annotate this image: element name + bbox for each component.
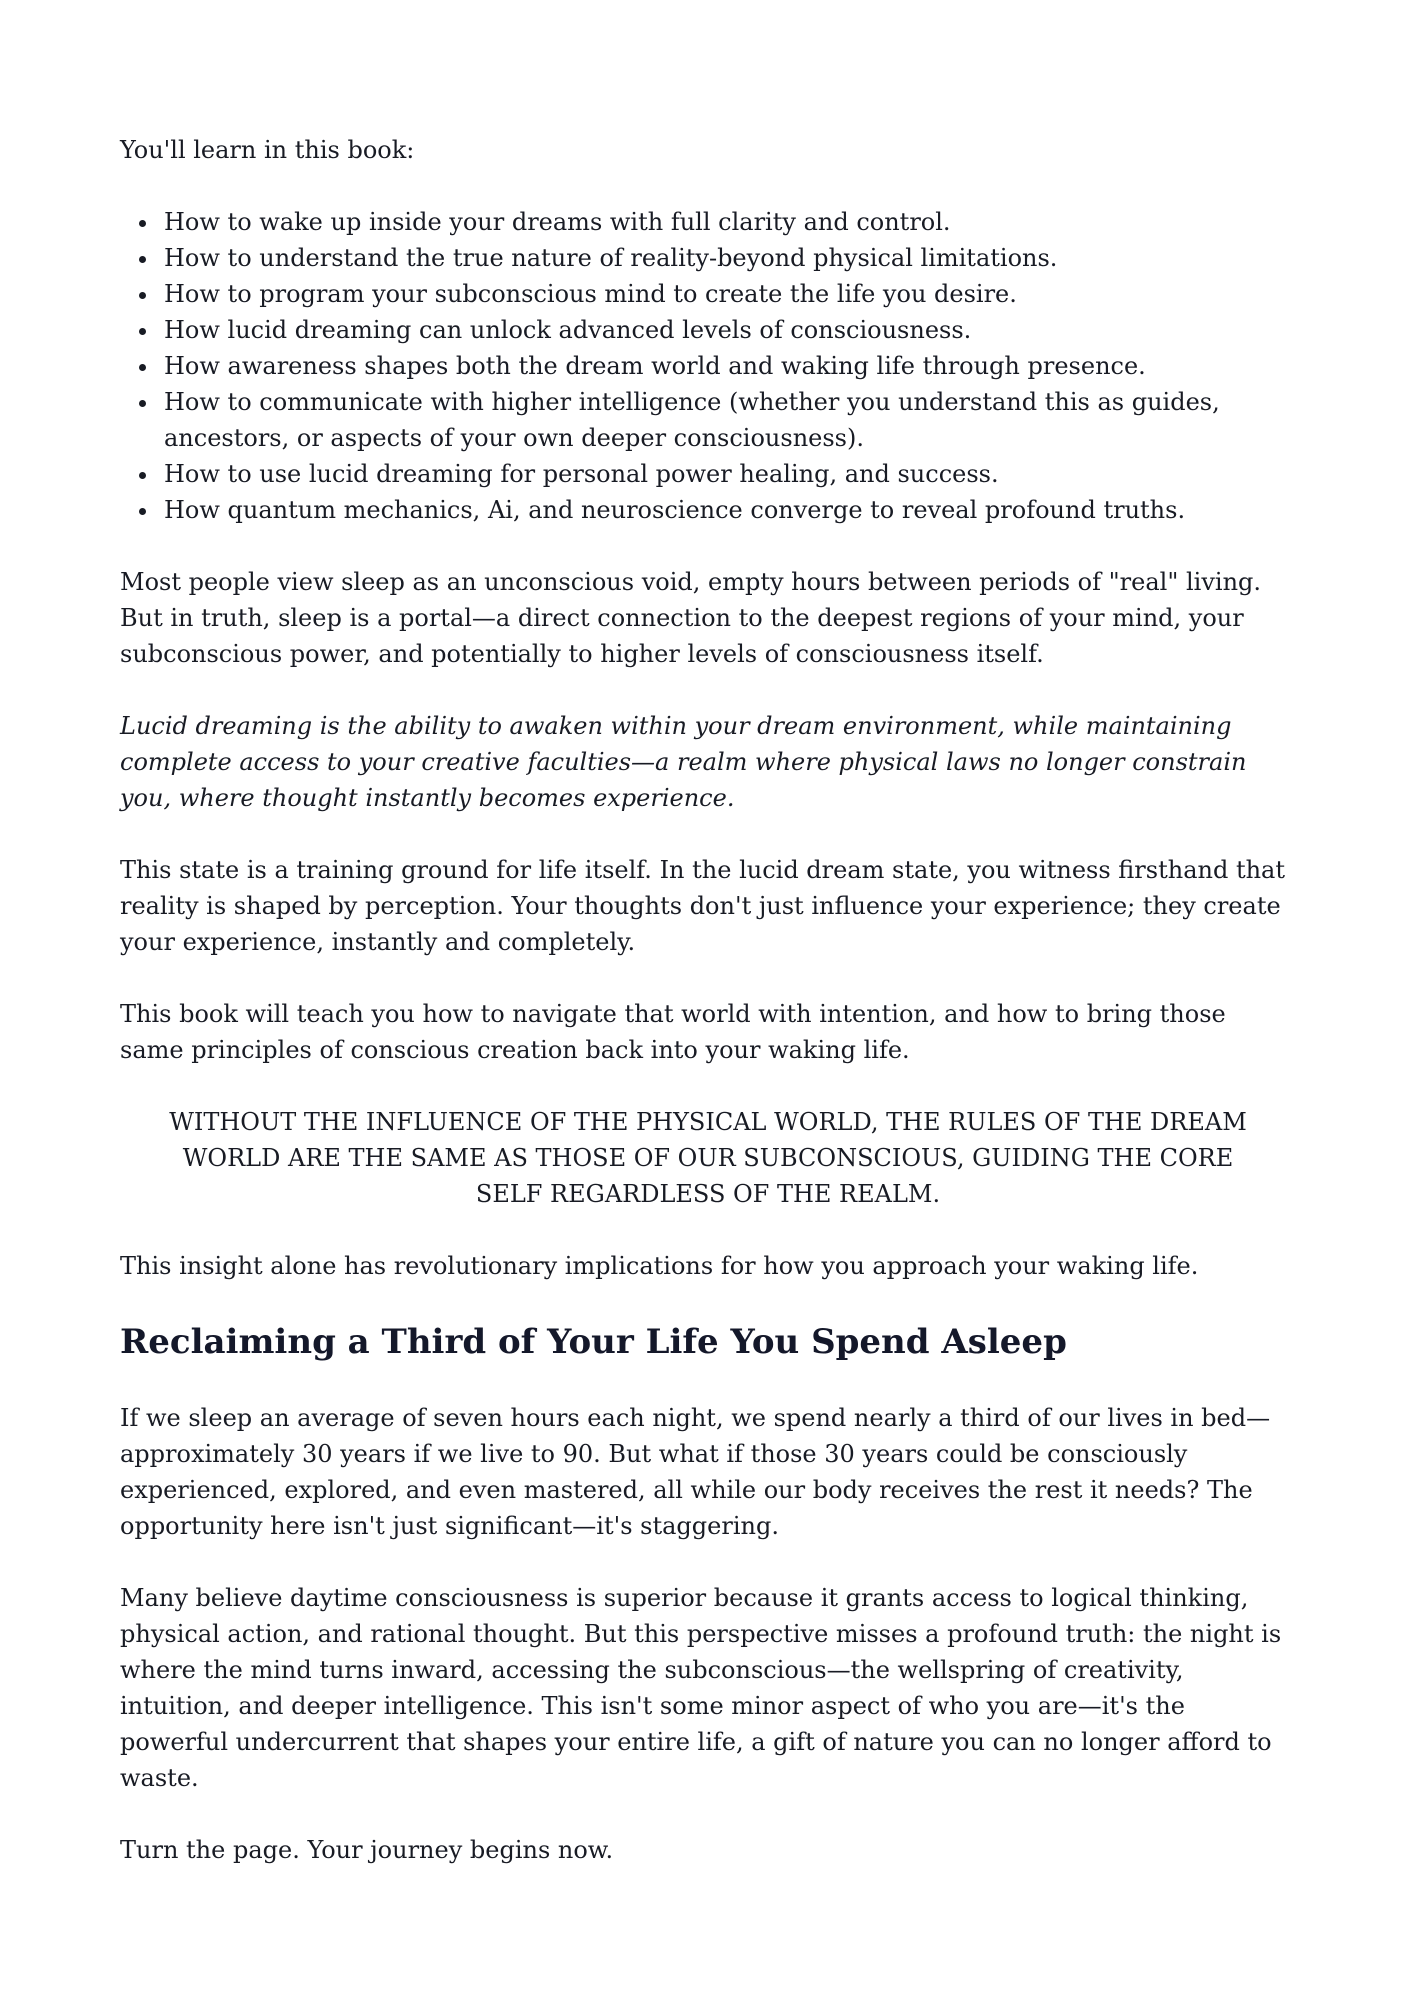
paragraph-lucid-definition: Lucid dreaming is the ability to awaken within your dream environment, while maintaining complete access to your creative faculties—a realm where physical laws no longer constrain you, where thought instantly becomes experience. (120, 712, 1247, 812)
intro-paragraph: You'll learn in this book: (120, 136, 415, 164)
section-heading: Reclaiming a Third of Your Life You Spend Asleep (120, 1322, 1067, 1362)
list-item: • How quantum mechanics, Ai, and neuroscience converge to reveal profound truths. (160, 492, 1296, 528)
list-item: • How awareness shapes both the dream world and waking life through presence. (160, 348, 1296, 384)
list-item: • How to program your subconscious mind to create the life you desire. (160, 276, 1296, 312)
paragraph-daytime: Many believe daytime consciousness is superior because it grants access to logical thinking, physical action, and rational thought. But this perspective misses a profound truth: the night is where the mind turns inward, accessing the subconscious—the wellspring of creativity, intuition, and deeper intelligence. This isn't some minor aspect of who you are—it's the powerful undercurrent that shapes your entire life, a gift of nature you can no longer afford to waste. (120, 1584, 1282, 1792)
paragraph-closing: Turn the page. Your journey begins now. (120, 1836, 614, 1864)
caps-quote: WITHOUT THE INFLUENCE OF THE PHYSICAL WORLD, THE RULES OF THE DREAM WORLD ARE THE SAME AS THOSE OF OUR SUBCONSCIOUS, GUIDING THE CORE SELF REGARDLESS OF THE REALM. (169, 1108, 1247, 1208)
paragraph-sleep-portal: Most people view sleep as an unconscious void, empty hours between periods of "real" living. But in truth, sleep is a portal—a direct connection to the deepest regions of your mind, your subconscious power, and potentially to higher levels of consciousness itself. (120, 568, 1262, 668)
paragraph-sleep-third: If we sleep an average of seven hours each night, we spend nearly a third of our lives in bed—approximately 30 years if we live to 90. But what if those 30 years could be consciously experienced, explored, and even mastered, all while our body receives the rest it needs? The opportunity here isn't just significant—it's staggering. (120, 1404, 1271, 1540)
paragraph-book-teach: This book will teach you how to navigate that world with intention, and how to bring those same principles of conscious creation back into your waking life. (120, 1000, 1226, 1064)
paragraph-insight: This insight alone has revolutionary implications for how you approach your waking life. (120, 1252, 1199, 1280)
learn-list (120, 204, 1296, 528)
list-item: • How to understand the true nature of reality-beyond physical limitations. (160, 240, 1296, 276)
list-item: • How to communicate with higher intelligence (whether you understand this as guides, ancestors, or aspects of your own deeper consciousness). (160, 384, 1296, 456)
paragraph-training-ground: This state is a training ground for life itself. In the lucid dream state, you witness firsthand that reality is shaped by perception. Your thoughts don't just influence your experience; they create your experience, instantly and completely. (120, 856, 1286, 956)
list-item: • How lucid dreaming can unlock advanced levels of consciousness. (160, 312, 1296, 348)
list-item: • How to wake up inside your dreams with full clarity and control. (160, 204, 1296, 240)
list-item: • How to use lucid dreaming for personal power healing, and success. (160, 456, 1296, 492)
